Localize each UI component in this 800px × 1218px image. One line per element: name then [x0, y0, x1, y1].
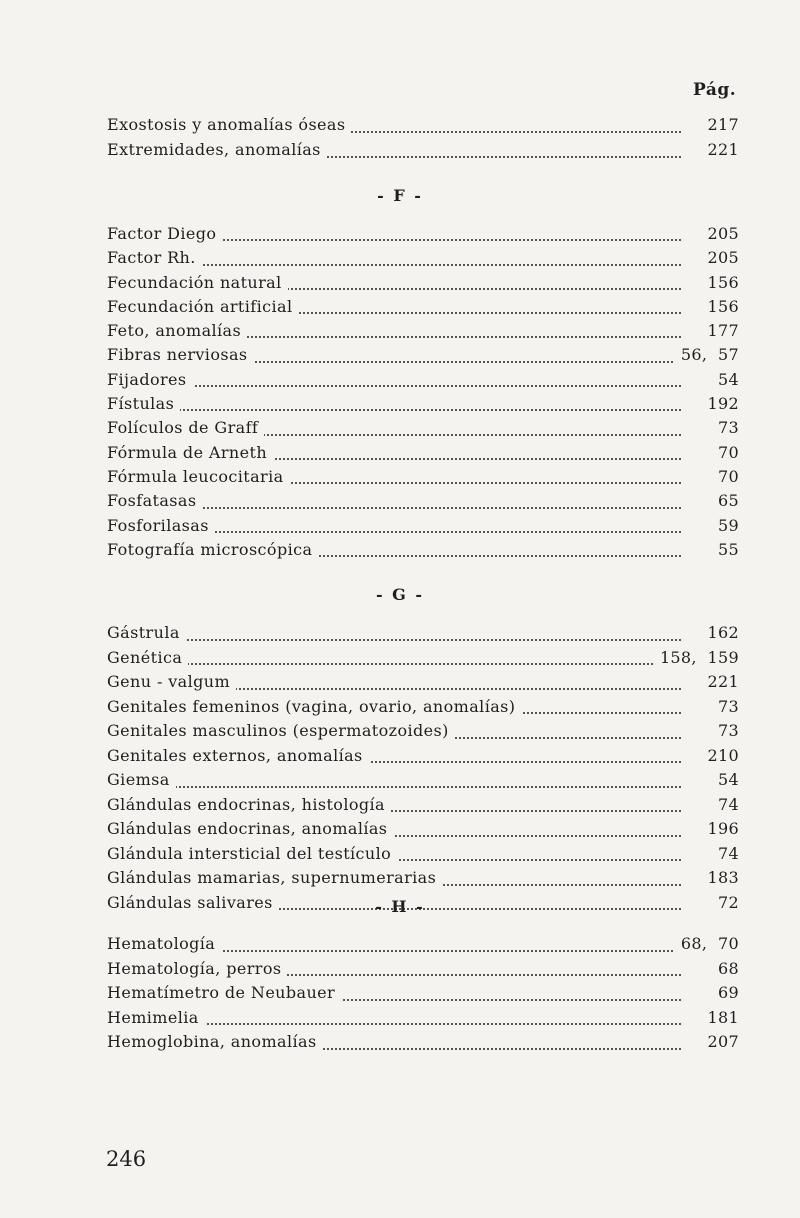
entry-term: Hemimelia — [107, 1006, 205, 1029]
index-entry — [107, 113, 739, 138]
entry-page: 221 — [702, 138, 739, 161]
index-group — [107, 113, 739, 163]
index-entry — [107, 817, 739, 842]
entry-page: 54 — [712, 368, 739, 391]
index-entry — [107, 343, 739, 367]
entry-term: Fecundación natural — [107, 271, 288, 294]
entry-term: Genitales femeninos (vagina, ovario, anomalías) — [107, 695, 521, 718]
entry-term: Hematología — [107, 932, 221, 955]
index-entry — [107, 489, 739, 513]
entry-page: 205 — [702, 246, 739, 269]
entry-page: 192 — [702, 392, 739, 415]
entry-term: Fórmula leucocitaria — [107, 465, 290, 488]
dot-leader — [107, 786, 681, 788]
entry-term: Glándula intersticial del testículo — [107, 842, 397, 865]
entry-term: Fibras nerviosas — [107, 343, 254, 366]
index-entry — [107, 768, 739, 793]
entry-page: 56, 57 — [675, 343, 739, 366]
entry-term: Exostosis y anomalías óseas — [107, 113, 351, 136]
entry-term: Genética — [107, 646, 188, 669]
entry-term: Folículos de Graff — [107, 416, 264, 439]
entry-term: Extremidades, anomalías — [107, 138, 327, 161]
entry-term: Glándulas salivares — [107, 891, 279, 914]
index-entry — [107, 514, 739, 538]
entry-term: Genu - valgum — [107, 670, 236, 693]
page-number: 246 — [106, 1147, 147, 1171]
index-entry — [107, 932, 739, 957]
entry-page: 70 — [712, 441, 739, 464]
entry-page: 68 — [712, 957, 739, 980]
index-entry — [107, 222, 739, 246]
index-entry — [107, 646, 739, 671]
entry-term: Factor Diego — [107, 222, 222, 245]
entry-term: Hemoglobina, anomalías — [107, 1030, 323, 1053]
entry-page: 156 — [702, 271, 739, 294]
index-entry — [107, 695, 739, 720]
index-entry — [107, 793, 739, 818]
index-entry — [107, 246, 739, 270]
entry-page: 74 — [712, 842, 739, 865]
index-entry — [107, 719, 739, 744]
entry-page: 54 — [712, 768, 739, 791]
entry-term: Fotografía microscópica — [107, 538, 318, 561]
index-group — [107, 222, 739, 562]
page-column-header: Pág. — [693, 80, 737, 100]
entry-page: 69 — [712, 981, 739, 1004]
index-entry — [107, 670, 739, 695]
index-entry — [107, 465, 739, 489]
dot-leader — [107, 639, 681, 641]
entry-term: Glándulas endocrinas, anomalías — [107, 817, 393, 840]
entry-page: 72 — [712, 891, 739, 914]
entry-term: Fórmula de Arneth — [107, 441, 273, 464]
section-heading: - H - — [375, 897, 425, 916]
index-entry — [107, 295, 739, 319]
entry-page: 55 — [712, 538, 739, 561]
entry-term: Glándulas mamarias, supernumerarias — [107, 866, 442, 889]
index-entry — [107, 957, 739, 982]
entry-page: 156 — [702, 295, 739, 318]
index-group — [107, 621, 739, 915]
index-entry — [107, 271, 739, 295]
index-entry — [107, 981, 739, 1006]
index-entry — [107, 1030, 739, 1055]
index-entry — [107, 538, 739, 562]
index-entry — [107, 319, 739, 343]
entry-page: 207 — [702, 1030, 739, 1053]
index-entry — [107, 621, 739, 646]
entry-page: 59 — [712, 514, 739, 537]
entry-term: Hematímetro de Neubauer — [107, 981, 341, 1004]
section-heading: - G - — [375, 585, 425, 604]
entry-term: Hematología, perros — [107, 957, 287, 980]
entry-term: Factor Rh. — [107, 246, 202, 269]
entry-term: Fosfatasas — [107, 489, 202, 512]
entry-page: 181 — [702, 1006, 739, 1029]
entry-term: Fístulas — [107, 392, 180, 415]
entry-page: 68, 70 — [675, 932, 739, 955]
entry-term: Fecundación artificial — [107, 295, 298, 318]
entry-page: 183 — [702, 866, 739, 889]
entry-page: 196 — [702, 817, 739, 840]
dot-leader — [107, 663, 681, 665]
entry-page: 210 — [702, 744, 739, 767]
index-entry — [107, 392, 739, 416]
entry-term: Glándulas endocrinas, histología — [107, 793, 391, 816]
entry-term: Feto, anomalías — [107, 319, 247, 342]
entry-page: 65 — [712, 489, 739, 512]
entry-page: 205 — [702, 222, 739, 245]
entry-page: 162 — [702, 621, 739, 644]
entry-page: 73 — [712, 416, 739, 439]
entry-page: 177 — [702, 319, 739, 342]
entry-page: 158, 159 — [654, 646, 739, 669]
entry-term: Gástrula — [107, 621, 186, 644]
entry-page: 73 — [712, 719, 739, 742]
entry-term: Genitales masculinos (espermatozoides) — [107, 719, 455, 742]
entry-page: 70 — [712, 465, 739, 488]
index-entry — [107, 866, 739, 891]
entry-term: Fijadores — [107, 368, 193, 391]
entry-term: Fosforilasas — [107, 514, 215, 537]
entry-page: 217 — [702, 113, 739, 136]
dot-leader — [107, 409, 681, 411]
index-entry — [107, 138, 739, 163]
index-group — [107, 932, 739, 1055]
section-heading: - F - — [377, 186, 423, 205]
dot-leader — [107, 385, 681, 387]
entry-term: Giemsa — [107, 768, 176, 791]
entry-term: Genitales externos, anomalías — [107, 744, 369, 767]
entry-page: 74 — [712, 793, 739, 816]
index-entry — [107, 1006, 739, 1031]
index-entry — [107, 744, 739, 769]
entry-page: 221 — [702, 670, 739, 693]
index-entry — [107, 441, 739, 465]
index-entry — [107, 416, 739, 440]
index-entry — [107, 842, 739, 867]
entry-page: 73 — [712, 695, 739, 718]
index-entry — [107, 368, 739, 392]
